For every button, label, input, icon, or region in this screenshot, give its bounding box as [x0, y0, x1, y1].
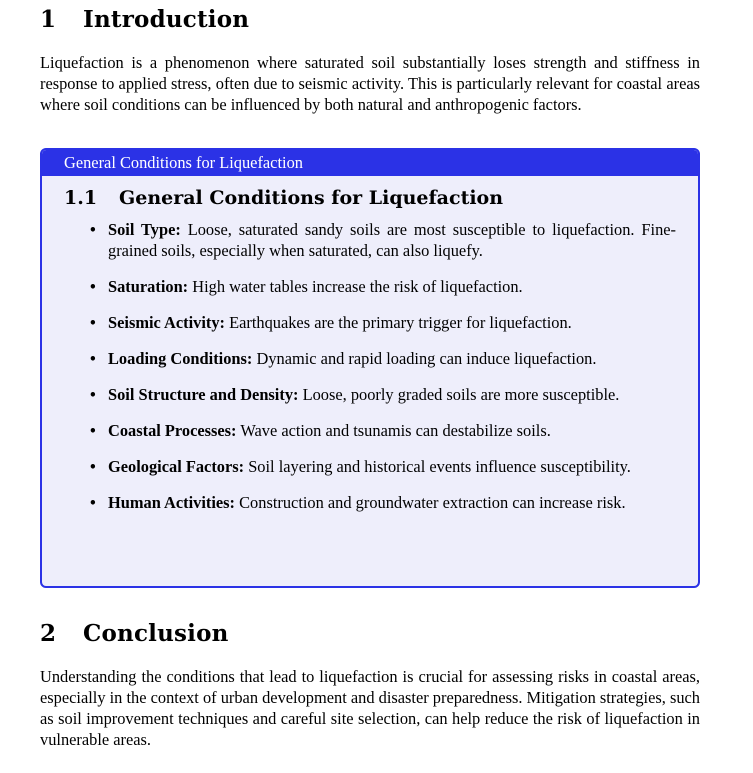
list-item	[42, 312, 698, 333]
item-term: Seismic Activity:	[108, 313, 225, 332]
list-item	[42, 348, 698, 369]
item-text: High water tables increase the risk of liquefaction.	[188, 277, 523, 296]
introduction-paragraph: Liquefaction is a phenomenon where saturated soil substantially loses strength and stiffness in response to applied stress, often due to seismic activity. This is particularly relevant for coastal areas where soil conditions can be influenced by both natural and anthropogenic factors.	[40, 53, 700, 114]
list-item	[42, 219, 698, 261]
list-item	[42, 276, 698, 297]
section-heading-introduction	[40, 6, 249, 33]
item-term: Loading Conditions:	[108, 349, 253, 368]
item-text: Wave action and tsunamis can destabilize soils.	[236, 421, 551, 440]
subsection-title: General Conditions for Liquefaction	[119, 187, 504, 209]
section-heading-conclusion	[40, 620, 229, 647]
item-term: Geological Factors:	[108, 457, 245, 476]
list-item	[42, 492, 698, 513]
list-item	[42, 384, 698, 405]
bullet-icon: •	[90, 277, 96, 296]
bullet-icon: •	[90, 385, 96, 404]
bullet-icon: •	[90, 349, 96, 368]
section-number: 2	[40, 620, 57, 647]
bullet-icon: •	[90, 457, 96, 476]
item-text: Soil layering and historical events influence susceptibility.	[244, 457, 631, 476]
conditions-list	[42, 219, 698, 513]
bullet-icon: •	[90, 493, 96, 512]
item-term: Coastal Processes:	[108, 421, 237, 440]
list-item	[42, 420, 698, 441]
list-item	[42, 456, 698, 477]
bullet-icon: •	[90, 421, 96, 440]
item-text: Dynamic and rapid loading can induce liquefaction.	[252, 349, 597, 368]
item-term: Soil Structure and Density:	[108, 385, 299, 404]
box-title: General Conditions for Liquefaction	[42, 150, 698, 176]
item-text: Earthquakes are the primary trigger for liquefaction.	[224, 313, 572, 332]
conditions-box	[40, 148, 700, 588]
bullet-icon: •	[90, 220, 96, 239]
subsection-heading	[64, 187, 698, 209]
section-title: Conclusion	[83, 620, 229, 647]
subsection-number: 1.1	[64, 187, 98, 209]
item-term: Soil Type:	[108, 220, 181, 239]
section-number: 1	[40, 6, 57, 33]
item-text: Construction and groundwater extraction can increase risk.	[235, 493, 626, 512]
item-term: Human Activities:	[108, 493, 236, 512]
item-text: Loose, saturated sandy soils are most susceptible to liquefaction. Fine-grained soils, especially when saturated, can also liquefy.	[108, 220, 676, 260]
bullet-icon: •	[90, 313, 96, 332]
item-text: Loose, poorly graded soils are more susceptible.	[298, 385, 620, 404]
section-title: Introduction	[83, 6, 250, 33]
item-term: Saturation:	[108, 277, 189, 296]
conclusion-paragraph: Understanding the conditions that lead to liquefaction is crucial for assessing risks in coastal areas, especially in the context of urban development and disaster preparedness. Mitigation strategies, such as soil improvement techniques and careful site selection, can help reduce the risk of liquefaction in vulnerable areas.	[40, 667, 700, 749]
